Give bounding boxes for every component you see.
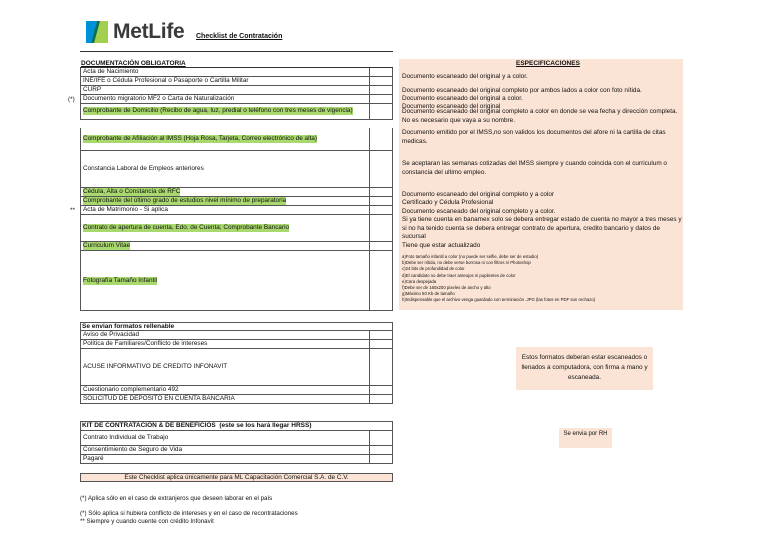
- checkbox-doc-11[interactable]: [370, 242, 393, 251]
- doc-row-7: [80, 188, 370, 197]
- formats-note: Estos formatos deberan estar escaneados o llenados a computadora, con firma a mano y escaneada.: [521, 354, 648, 381]
- footnote-3: ** Siempre y cuando cuente con crédito Infonavit: [80, 518, 214, 525]
- spec-8: Certificado y Cédula Profesional: [402, 199, 494, 206]
- format-row-4: [80, 395, 370, 404]
- footnote-2: (*) Sólo aplica si hubiera conflicto de intereses y en el caso de recontrataciones: [80, 510, 298, 517]
- divider: [80, 51, 393, 52]
- checkbox-doc-12[interactable]: [370, 251, 393, 311]
- doc-row-2-label: CURP: [83, 86, 102, 93]
- doc-row-10: [80, 215, 370, 242]
- doc-row-6: [80, 151, 370, 188]
- doc-row-10-label: Contrato de apertura de cuenta, Edo. de Cuenta; Comprobante Bancario: [83, 224, 290, 231]
- spec-2: Documento escaneado del original a color.: [402, 95, 523, 102]
- spec-3: Documento escaneado del original: [402, 103, 501, 110]
- format-row-1: [80, 340, 370, 349]
- kit-row-2-label: Pagaré: [83, 455, 104, 462]
- checkbox-format-4[interactable]: [370, 395, 393, 404]
- checkbox-doc-10[interactable]: [370, 215, 393, 242]
- kit-note: Se envia por RH: [563, 431, 608, 437]
- spec-1: Documento escaneado del original completo por ambos lados a color con foto nítida.: [402, 87, 642, 94]
- doc-row-8-label: Comprobante del último grado de estudios nivel mínimo de preparatoria: [83, 197, 287, 204]
- doc-row-7-label: Cédula, Alta o Constancia de RFC: [83, 188, 181, 195]
- photo-spec-item: e)Cara despejada: [402, 278, 437, 284]
- section-title-kit: [82, 421, 311, 430]
- doc-row-1: [80, 77, 370, 86]
- section-title-formatos: Se envian formatos rellenable: [82, 323, 175, 330]
- doc-row-4-label: Comprobante de Domicilio (Recibo de agua, luz, predial o teléfono con tres meses de vigencia): [83, 107, 353, 114]
- doc-row-9: [80, 206, 370, 215]
- checkbox-doc-0[interactable]: [370, 68, 393, 77]
- spec-5: Documento emitido por el IMSS,no son validos los documentos del afore ni la cartilla de citas medicas.: [402, 129, 666, 145]
- checkbox-doc-2[interactable]: [370, 86, 393, 95]
- doc-row-0: [80, 68, 370, 77]
- doc-row-9-label: Acta de Matrimonio - Si aplica: [83, 206, 168, 213]
- checkbox-kit-2[interactable]: [370, 455, 393, 464]
- doc-row-5-label: Comprobante de Afiliación al IMSS (Hoja Rosa, Tarjeta, Correo electrónico de alta): [83, 135, 317, 142]
- spec-6: Se aceptaran las semanas cotizadas del IMSS siempre y cuando coincida con el curriculum o constancia del ultimo empleo.: [402, 160, 667, 176]
- page-title: Checklist de Contratación: [196, 33, 283, 40]
- format-row-0-label: Aviso de Privacidad: [83, 331, 140, 338]
- doc-row-12-label: Fotografía Tamaño Infantil: [83, 276, 158, 284]
- footnote-1: (*) Aplica sólo en el caso de extranjeros que deseen laborar en el país: [80, 495, 273, 502]
- kit-row-0: [80, 431, 370, 446]
- format-row-2: [80, 349, 370, 386]
- format-row-2-label: ACUSE INFORMATIVO DE CREDITO INFONAVIT: [83, 363, 228, 370]
- checkbox-doc-5[interactable]: [370, 128, 393, 151]
- doc-row-11: [80, 242, 370, 251]
- checkbox-doc-7[interactable]: [370, 188, 393, 197]
- format-row-0: [80, 331, 370, 340]
- metlife-logo-icon: [86, 21, 108, 43]
- doc-row-4: [80, 103, 370, 120]
- format-row-3-label: Cuestionario complementario 492: [83, 386, 179, 393]
- section-title-documentacion: DOCUMENTACIÓN OBLIGATORIA: [81, 60, 186, 67]
- checkbox-format-2[interactable]: [370, 349, 393, 386]
- checkbox-format-3[interactable]: [370, 386, 393, 395]
- checkbox-format-1[interactable]: [370, 340, 393, 349]
- doc-row-11-label: Curriculum Vitae: [83, 242, 131, 249]
- format-row-4-label: SOLICITUD DE DEPOSITO EN CUENTA BANCARIA: [83, 395, 235, 402]
- doc-row-8: [80, 197, 370, 206]
- photo-spec-item: g)Máximo 50 Kb de tamaño: [402, 291, 455, 297]
- doc-row-0-label: Acta de Nacimiento: [83, 68, 139, 75]
- spec-11: Tiene que estar actualizado: [402, 242, 481, 249]
- checkbox-doc-1[interactable]: [370, 77, 393, 86]
- format-row-1-label: Política de Familiares/Conflicto de intereses: [83, 340, 208, 347]
- photo-spec-item: h)Indispensable que el archivo venga guardado con terminación .JPG (las fotos en PDF son rechazo): [402, 297, 596, 303]
- photo-spec-item: c)24 bits de profundidad de color: [402, 266, 465, 272]
- footnote-marker: (*): [68, 96, 75, 103]
- section-title-especificaciones: ESPECIFICACIONES: [516, 60, 580, 67]
- brand-name: MetLife: [113, 20, 185, 43]
- footnote-marker: **: [70, 207, 75, 214]
- spec-10: Si ya tiene cuenta en banamex solo se debera entregar estado de cuenta no mayor a tres meses y si no ha tenido cuenta se debera entregar contrato de apertura, credito bancario y datos de sucursal: [402, 216, 682, 240]
- photo-spec-item: d)El candidato no debe traer anteojos ni pupilentes de color: [402, 272, 516, 278]
- kit-row-0-label: Contrato Individual de Trabajo: [83, 434, 169, 441]
- kit-title: KIT DE CONTRATACIÓN & DE BENEFICIOS: [82, 422, 216, 429]
- kit-row-2: [80, 455, 370, 464]
- doc-row-12: [80, 251, 370, 311]
- photo-spec-item: b)Debe ser nítida, no debe verse borrosa ni con filtros ni Photoshop: [402, 260, 531, 266]
- doc-row-5: [80, 128, 370, 151]
- doc-row-2: [80, 86, 370, 95]
- photo-spec-item: a)Foto tamaño infantil a color (no puede ser selfie, debe ser de estudio): [402, 254, 539, 259]
- spec-4: Documento escaneado del original completo a color en donde se vea fecha y dirección completa. No es necesario que vaya a su nombre.: [402, 108, 678, 124]
- doc-row-6-label: Constancia Laboral de Empleos anteriores: [83, 165, 204, 172]
- kit-row-1: [80, 446, 370, 455]
- kit-title-note: (este se los hará llegar HRSS): [219, 422, 312, 429]
- checkbox-kit-0[interactable]: [370, 431, 393, 446]
- checkbox-doc-6[interactable]: [370, 151, 393, 188]
- checkbox-doc-8[interactable]: [370, 197, 393, 206]
- checklist-scope-banner: Este Checklist aplica únicamente para ML Capacitación Comercial S.A. de C.V.: [124, 474, 349, 481]
- photo-spec-item: f)Debe ser de 160x200 pixeles de ancho y alto: [402, 285, 491, 290]
- doc-row-3-label: Documento migratorio MF2 o Carta de Naturalización: [83, 95, 235, 102]
- spec-7: Documento escaneado del original completo y a color: [402, 191, 555, 198]
- doc-row-1-label: INE/IFE o Cédula Profesional o Pasaporte o Cartilla Militar: [83, 77, 249, 84]
- checkbox-kit-1[interactable]: [370, 446, 393, 455]
- format-row-3: [80, 386, 370, 395]
- spec-9: Documento escaneado del original completo y a color.: [402, 208, 556, 215]
- checkbox-doc-9[interactable]: [370, 206, 393, 215]
- checkbox-doc-4[interactable]: [370, 103, 393, 120]
- checkbox-format-0[interactable]: [370, 331, 393, 340]
- spec-0: Documento escaneado del original y a color.: [402, 73, 528, 80]
- kit-row-1-label: Consentimiento de Seguro de Vida: [83, 446, 183, 453]
